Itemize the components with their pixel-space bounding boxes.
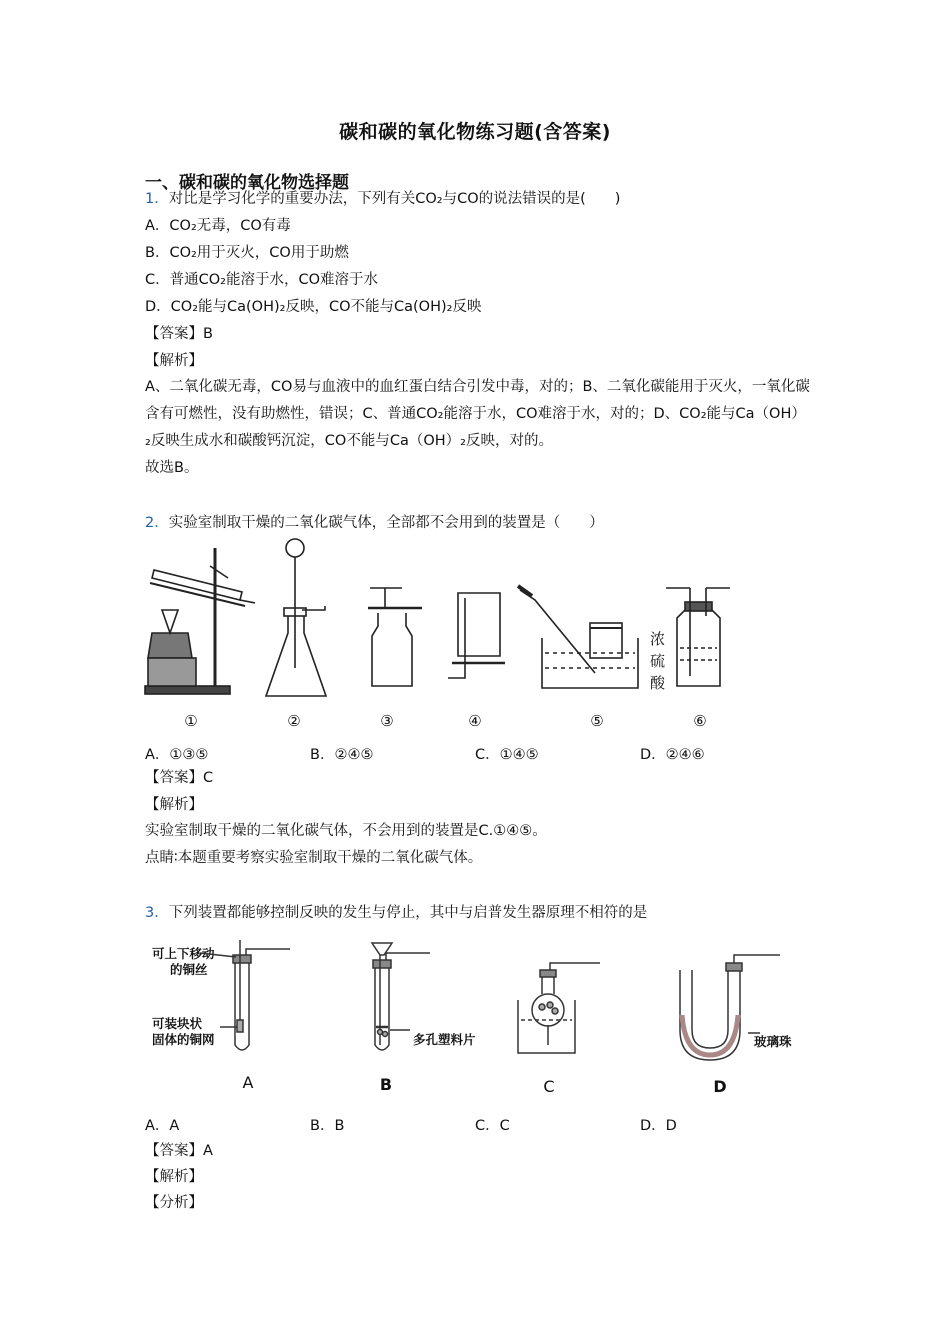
q3-fenxi-label: 【分析】 [145,1195,203,1211]
fig-label-c: C [543,1077,555,1096]
q2-analysis: 实验室制取干燥的二氧化碳气体，不会用到的装置是C.①④⑤。 [145,823,547,839]
q1-option-c: C．普通CO₂能溶于水，CO难溶于水 [145,272,379,288]
q3-option-b: B．B [310,1118,345,1134]
q3-stem: 下列装置都能够控制反映的发生与停止，其中与启普发生器原理不相符的是 [168,905,648,921]
apparatus-6-icon [666,588,730,686]
page-title: 碳和碳的氧化物练习题(含答案) [339,121,611,143]
fig-label-6: ⑥ [693,712,707,730]
apparatus-d-icon [680,955,780,1060]
acid-label [650,628,665,694]
q3-analysis-label: 【解析】 [145,1169,203,1185]
acid-label-2: 硫 [650,652,666,670]
acid-label-3: 酸 [650,674,666,692]
fig-label-4: ④ [468,712,482,730]
apparatus-4-icon [448,593,505,678]
apparatus-3-icon [368,588,422,686]
fig-label-a: A [242,1073,254,1092]
q3-stem-line [145,903,647,923]
q3-number: 3． [145,905,169,921]
q3-option-a: A．A [145,1118,180,1134]
fig-label-5: ⑤ [590,712,604,730]
q2-stem-line [145,513,604,533]
fig-b-label: 多孔塑料片 [413,1032,476,1047]
q1-answer: 【答案】B [145,326,213,342]
q1-conclusion: 故选B。 [145,460,199,476]
q2-stem: 实验室制取干燥的二氧化碳气体，全部都不会用到的装置是（ ） [168,515,604,531]
q2-analysis-label: 【解析】 [145,797,203,813]
q2-option-a: A．①③⑤ [145,747,209,763]
acid-label-1: 浓 [650,630,666,648]
fig-a-text-4: 固体的铜网 [152,1032,215,1047]
q2-option-c: C．①④⑤ [475,747,539,763]
apparatus-1-icon [145,548,255,694]
q2-number: 2． [145,515,169,531]
fig-label-3: ③ [380,712,394,730]
q2-note: 点睛∶本题重要考察实验室制取干燥的二氧化碳气体。 [145,850,483,866]
section-heading: 一、碳和碳的氧化物选择题 [145,173,349,193]
q3-option-d: D．D [640,1118,677,1134]
fig-a-text-2: 的铜丝 [170,962,208,977]
q1-analysis-label: 【解析】 [145,353,203,369]
fig-d-label: 玻璃珠 [754,1034,792,1049]
fig-label-b: B [379,1075,393,1094]
q1-number: 1． [145,191,169,207]
q2-option-b: B．②④⑤ [310,747,374,763]
fig-label-1: ① [184,712,198,730]
q2-option-d: D．②④⑥ [640,747,705,763]
apparatus-a-icon [200,940,290,1050]
q1-option-b: B．CO₂用于灭火，CO用于助燃 [145,245,349,261]
q1-stem: 对比是学习化学的重要办法，下列有关CO₂与CO的说法错误的是( ) [168,191,621,207]
q3-answer: 【答案】A [145,1143,213,1159]
fig-label-d: D [713,1077,727,1096]
apparatus-c-icon [518,963,600,1053]
fig-a-text-3: 可装块状 [152,1016,203,1031]
q1-analysis: A、二氧化碳无毒，CO易与血液中的血红蛋白结合引发中毒，对的；B、二氧化碳能用于灭火，一氧化碳含有可燃性，没有助燃性，错误；C、普通CO₂能溶于水，CO难溶于水，对的；D、CO₂能与Ca（OH）₂反映生成水和碳酸钙沉淀，CO不能与Ca（OH）₂反映，对的。 [145,379,810,449]
fig-a-text-1: 可上下移动 [152,946,215,961]
q1-option-a: A．CO₂无毒，CO有毒 [145,218,291,234]
apparatus-5-icon [518,586,638,688]
q3-apparatus-figure [140,935,810,1065]
apparatus-b-icon [372,943,430,1050]
fig-label-2: ② [287,712,301,730]
q1-stem-line [145,189,620,209]
q1-option-d: D．CO₂能与Ca(OH)₂反映，CO不能与Ca(OH)₂反映 [145,299,482,315]
apparatus-2-icon [266,539,326,696]
q2-answer: 【答案】C [145,770,214,786]
q3-option-c: C．C [475,1118,510,1134]
